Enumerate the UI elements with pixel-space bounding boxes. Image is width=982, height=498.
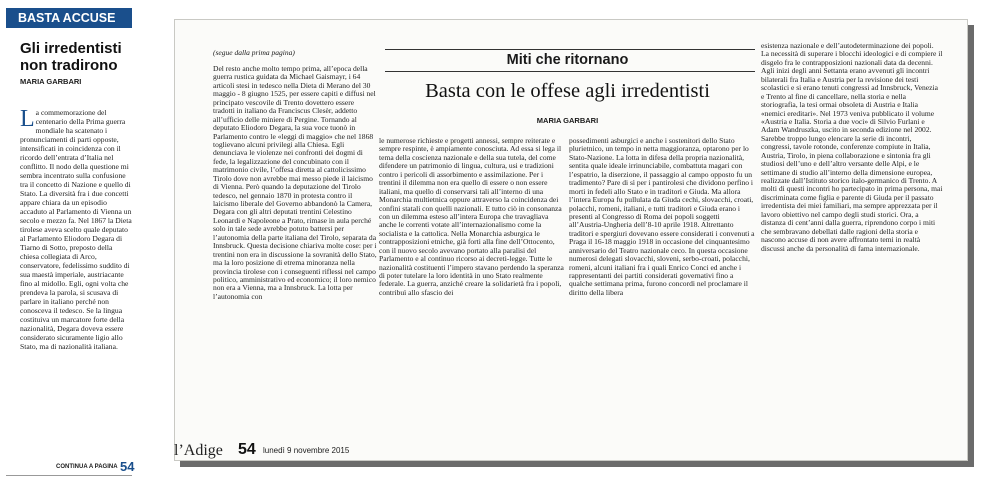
page-number: 54 <box>238 441 256 458</box>
continua-label[interactable]: CONTINUA A PAGINA <box>56 464 118 470</box>
sidebar-divider <box>6 475 132 476</box>
article-byline: MARIA GARBARI <box>536 116 599 125</box>
sidebar-headline: Gli irredentisti non tradirono <box>20 40 122 74</box>
sidebar-byline: MARIA GARBARI <box>20 77 82 86</box>
section-kicker: BASTA ACCUSE <box>6 8 132 28</box>
sidebar-paragraph <box>20 108 132 351</box>
column-text: le numerose richieste e progetti annessi, sempre reiterate e sempre respinte, è ampiamente conosciuta. Ad essa si lega il tema della coscienza nazionale e della sua tutela, del come difendere un patrimonio di lingua, cultura, usi e tradizioni contro i pericoli di assorbimento e assimilazione. Per i trentini il dilemma non era quello di essere o non essere italiani, ma quello di conservarsi tali all’interno di una Monarchia multietnica oppure attraverso la coincidenza dei confini statali con quelli nazionali. E tutto ciò in consonanza con un dilemma esteso all’intera Europa che travagliava anche le correnti votate all’internazionalismo come la socialista e la cattolica. Nella Monarchia asburgica le contrapposizioni etniche, già forti alla fine dell’Ottocento, con il nuovo secolo avevano portato alla paralisi del Parlamento e al continuo ricorso ai decreti-legge. Tutte le nazionalità costituenti l’impero stavano perdendo la speranza di poter tutelare la loro identità in uno Stato realmente federale. La guerra, anziché creare la solidarietà fra i popoli, contribuì allo sfascio dei <box>379 136 564 297</box>
sidebar-body <box>20 108 132 351</box>
column-text: possedimenti asburgici e anche i sostenitori dello Stato plurietnico, un tempo in netta maggioranza, optarono per lo Stato-Nazione. La lotta in difesa della propria nazionalità, sentita quale ideale irrinunciabile, combattuta magari con l’espatrio, la diserzione, il passaggio al campo opposto fu un tradimento? Pare di sì per i pantirolesi che dividono perfino i morti in fedeli allo Stato e in traditori e Giuda. Ma allora l’intera Europa fu pullulata da Giuda cechi, slovacchi, croati, polacchi, romeni, italiani, e tutti traditori e Giuda erano i presenti al Congresso di Roma dei popoli soggetti all’Austria-Ungheria dell’8-10 aprile 1918. Altrettanto traditori e spergiuri dovevano essere considerati i convenuti a Praga il 16-18 maggio 1918 in occasione del cinquantesimo anniversario del Teatro nazionale ceco. In questa occasione numerosi delegati slovacchi, sloveni, serbo-croati, polacchi, romeni, alcuni italiani fra i quali Enrico Conci ed anche i rappresentanti dei partiti considerati governativi fino a qualche settimana prima, furono concordi nel proclamare il diritto della libera <box>569 136 755 297</box>
article-headline: Basta con le offese agli irredentisti <box>425 80 710 102</box>
sidebar-column <box>6 8 135 484</box>
issue-date: lunedì 9 novembre 2015 <box>263 446 350 455</box>
article-column-2 <box>379 137 565 297</box>
header-rule-middle <box>385 71 755 72</box>
continua-page-number[interactable]: 54 <box>120 459 135 474</box>
column-text: Del resto anche molto tempo prima, all’epoca della guerra rustica guidata da Michael Gaismayr, i 64 articoli stesi in tedesco nella Dieta di Merano del 30 maggio - 8 giugno 1525, per essere capiti e diffusi nel principato vescovile di Trento dovettero essere tradotti in italiano da Franciscus Clesèr, addetto all’ufficio delle miniere di Pergine. Tornando al deputato Eliodoro Degara, la sua voce tuonò in Parlamento contro le «leggi di maggio» che nel 1868 toglievano alcuni privilegi alla Chiesa. Egli denunciava le violenze nei confronti dei dogmi di fede, la legalizzazione del concubinato con il matrimonio civile, l’offesa diretta al cattolicissimo Tirolo dove non avrebbe mai messo piede il laicismo di Vienna. Però quando la deputazione del Tirolo tedesco, nel gennaio 1870 in protesta contro il laicismo liberale del Governo abbandonò la Camera, Degara con gli altri deputati trentini Celestino Leonardi e Napoleone a Prato, rimase in aula perché solo in tale sede avrebbe potuto battersi per l’autonomia della parte italiana del Tirolo, separata da Innsbruck. Questa decisione chiariva molte cose: per i trentini non era in discussione la sovranità dello Stato, ma la loro posizione di etrema minoranza nella provincia tirolese con i conseguenti riflessi nel campo politico, amministrativo ed economico; il loro nemico non era a Vienna, ma a Innsbruck. La lotta per l’autonomia con <box>213 64 377 301</box>
article-kicker: Miti che ritornano <box>506 52 629 68</box>
continuation-note: (segue dalla prima pagina) <box>213 48 295 57</box>
article-sheet <box>174 19 968 461</box>
article-column-1 <box>213 65 377 301</box>
article-column-3 <box>569 137 755 297</box>
newspaper-logo: l’Adige <box>174 442 223 459</box>
drop-cap: L <box>20 106 35 132</box>
sidebar-text: a commemorazione del centenario della Prima guerra mondiale ha scatenato i pronunciamenti di parti opposte, intensificati in coincidenza con il ricordo dell’entrata d’Italia nel conflitto. Il nodo della questione mi sembra incentrato sulla confusione tra il concetto di Nazione e quello di Stato. La diversità fra i due concetti appare chiara da un episodio accaduto al Parlamento di Vienna un secolo e mezzo fa. Nel 1867 la Dieta tirolese aveva scelto quale deputato al Parlamento Eliodoro Degara di Tiarno di Sotto, preposto della chiesa collegiata di Arco, conservatore, fedelissimo suddito di sua maestà imperiale, austriacante fino al midollo. Egli, ogni volta che prendeva la parola, si scusava di parlare in italiano perché non conosceva il tedesco. Se la lingua costituiva un marcatore forte della nazionalità, Degara doveva essere considerato sicuramente ligio allo Stato, ma di nazionalità italiana. <box>20 108 132 352</box>
column-text: esistenza nazionale e dell’autodeterminazione dei popoli. La necessità di superare i blocchi ideologici e di compiere il disgelo fra le contrapposizioni nazionali data da decenni. Agli inizi degli anni Settanta erano avvenuti gli incontri bilaterali fra Italia e Austria per la revisione dei testi scolastici e si erano tenuti congressi ad Innsbruck, Venezia e Trento al fine di cancellare, nella storia e nella storiografia, la tesi ormai obsoleta di Austria e Italia «nemici ereditari». Nel 1973 veniva pubblicato il volume «Austria e Italia. Storia a due voci» di Silvio Furlani e Adam Wandruszka, uscito in seconda edizione nel 2002. Sarebbe troppo lungo elencare la serie di incontri, congressi, tavole rotonde, conferenze compiute in Italia, Austria, Tirolo, in piena collaborazione e sintonia fra gli studiosi dell’uno e dell’altro versante delle Alpi, e le settimane di studio all’interno della dimensione europea, realizzate dall’Istituto storico italo-germanico di Trento. A molti di questi incontri ho partecipato in prima persona, mai discriminata come figlia e parente di Giuda per il passato irredentista dei miei familiari, ma sempre apprezzata per il lavoro obiettivo nel campo degli studi storici. Ora, a distanza di cent’anni dalla guerra, riprendono corpo i miti che sembravano debellati dalle ragioni della storia e nascono accuse di non avere affrontato temi in realtà discussi anche da personalità di fama internazionale. <box>761 41 943 253</box>
article-column-4 <box>761 42 943 253</box>
